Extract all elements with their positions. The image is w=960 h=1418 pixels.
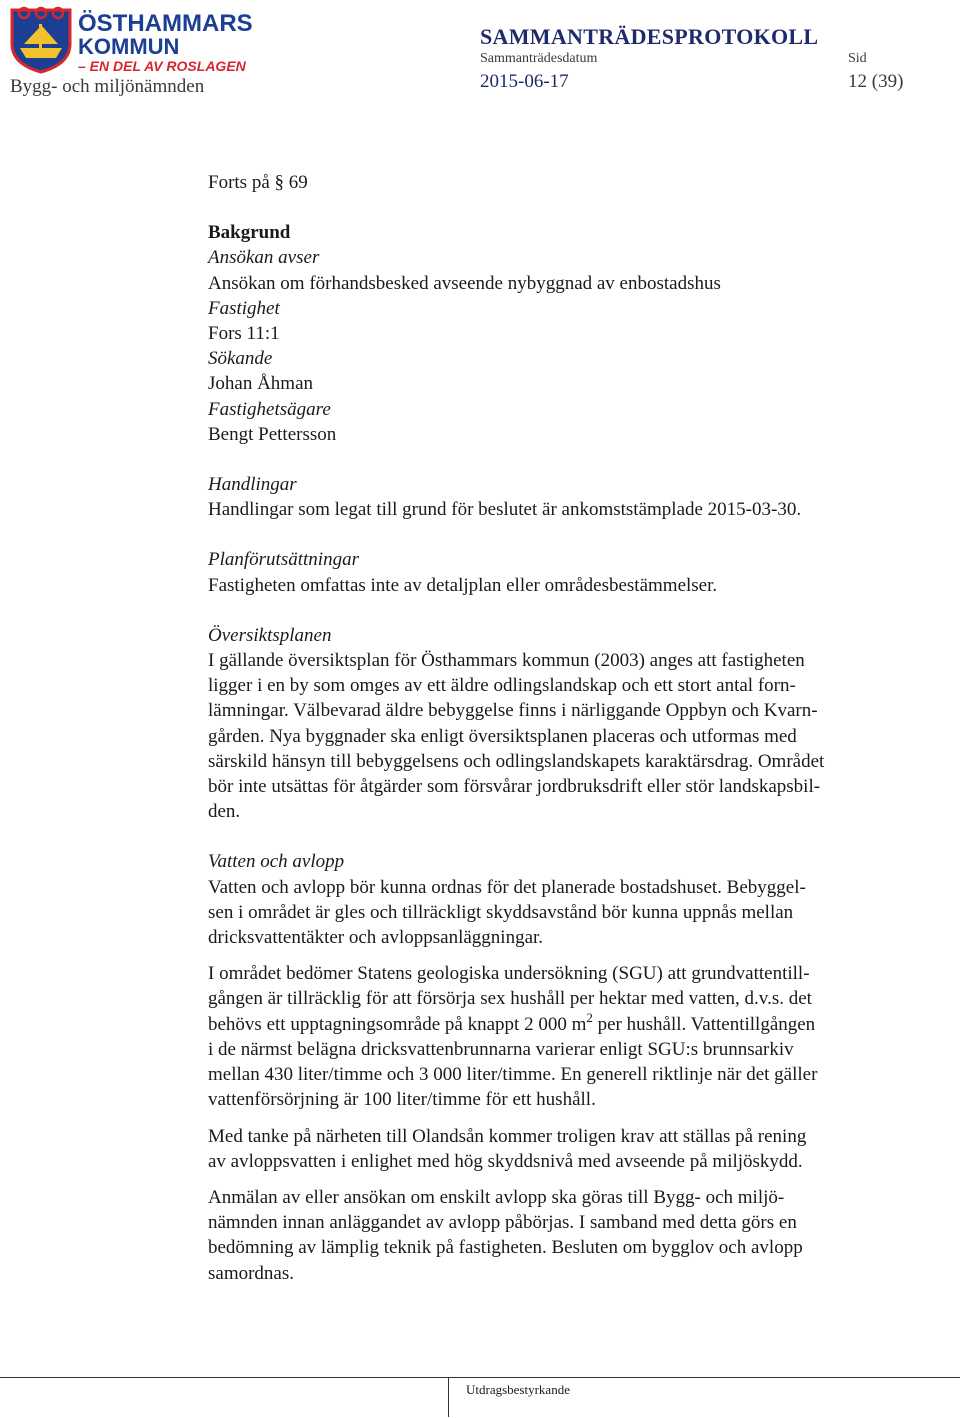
kommun-logo [10,4,253,74]
paragraph-line: gården. Nya byggnader ska enligt översiktsplanen placeras och utformas med [208,725,797,747]
paragraph-line: dricksvattentäkter och avloppsanläggningar. [208,927,544,949]
paragraph-line: Med tanke på närheten till Olandsån kommer troligen krav att ställas på rening [208,1125,807,1147]
page-label: Sid [848,51,867,66]
paragraph-planforutsattningar: Fastigheten omfattas inte av detaljplan eller områdesbestämmelser. [208,574,718,596]
footer-divider [0,1377,960,1378]
superscript: 2 [586,1009,593,1025]
paragraph-handlingar: Handlingar som legat till grund för beslutet är ankomststämplade 2015-03-30. [208,499,802,521]
paragraph-line: bedömning av lämplig teknik på fastigheten. Besluten om bygglov och avlopp [208,1237,803,1259]
paragraph-line: Vatten och avlopp bör kunna ordnas för det planerade bostadshuset. Bebyggel- [208,876,806,898]
paragraph-line: sen i området är gles och tillräckligt skyddsavstånd bör kunna uppnås mellan [208,901,794,923]
field-value-sokande: Johan Åhman [208,373,314,395]
logo-text-line3: – EN DEL AV ROSLAGEN [78,58,246,74]
paragraph-line: samordnas. [208,1262,295,1284]
paragraph-line: lämningar. Välbevarad äldre bebyggelse finns i närliggande Oppbyn och Kvarn- [208,700,818,722]
text-run: per hushåll. Vattentillgången [592,1013,816,1035]
field-label-sokande: Sökande [208,348,273,370]
paragraph-line: ligger i en by som omges av ett äldre odlingslandskap och ett stort antal forn- [208,675,796,697]
field-label-ansokan: Ansökan avser [208,247,320,269]
paragraph-line: av avloppsvatten i enlighet med hög skyddsnivå med avseende på miljöskydd. [208,1150,803,1172]
paragraph-line-with-superscript [208,1009,920,1037]
department-name: Bygg- och miljönämnden [10,76,205,97]
paragraph-line: gången är tillräcklig för att försörja sex hushåll per hektar med vatten, d.v.s. det [208,988,812,1010]
field-value-fastighet: Fors 11:1 [208,323,280,345]
page-number: 12 (39) [848,71,904,92]
subheading-vatten-avlopp: Vatten och avlopp [208,851,345,873]
protocol-body [208,170,920,1286]
logo-text-line1: ÖSTHAMMARS [78,10,253,37]
section-heading-bakgrund: Bakgrund [208,222,291,244]
paragraph-line: bör inte utsättas för åtgärder som försvårar jordbruksdrift eller stör landskapsbil- [208,776,821,798]
paragraph-line: nämnden innan anläggandet av avlopp påbörjas. I samband med detta görs en [208,1212,797,1234]
paragraph-line: i de närmst belägna dricksvattenbrunnarna varierar enligt SGU:s brunnsarkiv [208,1038,794,1060]
footer-label-utdragsbestyrkande: Utdragsbestyrkande [466,1382,570,1397]
field-label-agare: Fastighetsägare [208,398,331,420]
footer-column-divider [448,1377,449,1417]
meeting-date-label: Sammanträdesdatum [480,51,598,66]
field-value-agare: Bengt Pettersson [208,423,337,445]
paragraph-line: I gällande översiktsplan för Östhammars kommun (2003) anges att fastigheten [208,650,805,672]
paragraph-line: vattenförsörjning är 100 liter/timme för ett hushåll. [208,1089,596,1111]
field-value-ansokan: Ansökan om förhandsbesked avseende nybyggnad av enbostadshus [208,272,721,294]
paragraph-line: mellan 430 liter/timme och 3 000 liter/timme. En generell riktlinje när det gäller [208,1064,818,1086]
paragraph-line: I området bedömer Statens geologiska undersökning (SGU) att grundvattentill- [208,963,810,985]
document-title: SAMMANTRÄDESPROTOKOLL [480,24,819,49]
paragraph-line: Anmälan av eller ansökan om enskilt avlopp ska göras till Bygg- och miljö- [208,1186,785,1208]
paragraph-line: särskild hänsyn till bebyggelsens och odlingslandskapets karaktärsdrag. Området [208,750,825,772]
subheading-oversiktsplanen: Översiktsplanen [208,624,332,646]
continuation-note: Forts på § 69 [208,172,308,193]
field-label-fastighet: Fastighet [208,297,280,319]
logo-graphic [10,4,253,74]
paragraph-line: den. [208,801,241,823]
subheading-planforutsattningar: Planförutsättningar [208,549,359,571]
text-run: behövs ett upptagningsområde på knappt 2 000 m [208,1013,587,1035]
subheading-handlingar: Handlingar [208,474,297,496]
meeting-date-value: 2015-06-17 [480,71,569,92]
logo-text-line2: KOMMUN [78,34,180,59]
